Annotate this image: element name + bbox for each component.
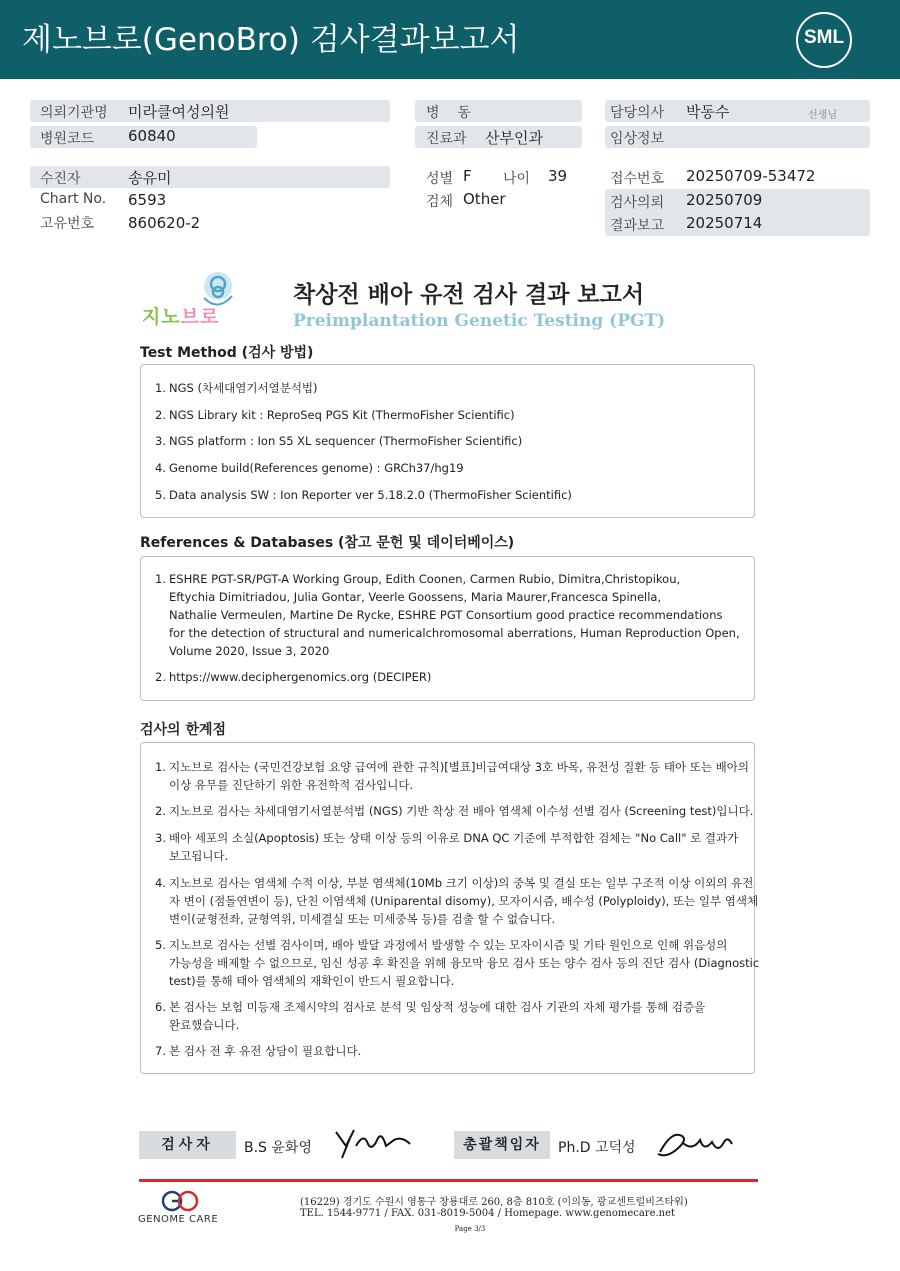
sex-value: F [463,167,472,185]
method-title: Test Method (검사 방법) [140,345,314,361]
footer-contact: TEL. 1544-9771 / FAX. 031-8019-5004 / Homepage. www.genomecare.net [300,1208,676,1219]
code-label: 병원코드 [40,131,95,147]
list-item: 6. 본 검사는 보험 미등재 조제시약의 검사로 분석 및 임상적 성능에 대한 검사 기관의 자체 평가를 통해 검증을 완료했습니다. [155,1000,706,1032]
age-value: 39 [548,167,568,185]
sex-label: 성별 [426,171,454,187]
list-item: 3. 배아 세포의 소실(Apoptosis) 또는 상태 이상 등의 이유로 DNA QC 기준에 부적합한 검체는 "No Call" 로 결과가 보고됩니다. [155,831,739,863]
list-item: 2. 지노브로 검사는 차세대염기서열분석법 (NGS) 기반 착상 전 배아 염색체 이수성 선별 검사 (Screening test)입니다. [155,804,754,818]
list-item: 2. NGS Library kit : ReproSeq PGS Kit (ThermoFisher Scientific) [155,408,515,422]
code-value: 60840 [128,127,176,145]
page-title: 제노브로(GenoBro) 검사결과보고서 [22,22,520,58]
sml-logo: SML [796,12,852,68]
clinical-label: 임상정보 [610,131,665,147]
doctor-suffix: 선생님 [808,110,837,121]
dept-label: 진료과 [426,131,467,147]
refs-title: References & Databases (참고 문헌 및 데이터베이스) [140,535,515,551]
uid-label: 고유번호 [40,216,95,232]
report-title: 착상전 배아 유전 검사 결과 보고서 [293,282,645,308]
age-label: 나이 [503,171,531,187]
genome-care-text: GENOME CARE [138,1214,219,1225]
report-date-label: 결과보고 [610,218,665,234]
doctor-label: 담당의사 [610,105,665,121]
chart-label: Chart No. [40,191,107,207]
examiner-name: B.S 윤화영 [244,1140,312,1156]
limits-title: 검사의 한계점 [140,722,227,738]
director-signature [652,1122,736,1162]
list-item: 5. 지노브로 검사는 선별 검사이며, 배아 발달 과정에서 발생할 수 있는 모자이시즘 및 기타 원인으로 인해 위음성의 가능성을 배제할 수 없으므로, 임신 성공 후 확진을 위해 융모막 융모 검사 또는 양수 검사 등의 진단 검사 (Diagnostic test)를 통해 태아 염색체의 재확인이 반드시 필요합니다. [155,938,760,988]
examiner-label: 검사자 [139,1131,236,1159]
director-label: 총괄책임자 [454,1131,550,1159]
list-item: 4. 지노브로 검사는 염색체 수적 이상, 부분 염색체(10Mb 크기 이상)의 중복 및 결실 또는 일부 구조적 이상 이외의 유전 자 변이 (점돌연변이 등), 단친 이염색체 (Uniparental disomy), 모자이시즘, 배수성 (Polyploidy), 또는 일부 염색체 변이(균형전좌, 균형역위, 미세결실 또는 미세중복 등)를 검출 할 수 없습니다. [155,876,759,926]
page-number: Page 3/3 [454,1225,486,1233]
director-name: Ph.D 고덕성 [558,1140,636,1156]
request-value: 20250709 [686,191,763,209]
list-item: 5. Data analysis SW : Ion Reporter ver 5.18.2.0 (ThermoFisher Scientific) [155,488,572,502]
footer-divider [139,1179,758,1182]
patient-label: 수진자 [40,171,81,187]
limits-panel [140,742,760,1074]
list-item: 4. Genome build(References genome) : GRCh37/hg19 [155,461,464,475]
specimen-label: 검체 [426,194,454,210]
uid-value: 860620-2 [128,214,201,232]
doctor-value: 박동수 [686,103,730,121]
patient-value: 송유미 [128,169,172,187]
patient-row [30,166,390,188]
list-item: 1. ESHRE PGT-SR/PGT-A Working Group, Edith Coonen, Carmen Rubio, Dimitra,Christopikou, Eftychia Dimitriadou, Julia Gontar, Veerle Goossens, Maria Maurer,Francesca Spinella, Nathalie Vermeulen, Martine De Rycke, ESHRE PGT Consortium good practice recommendations for the detection of structural and numericalchromosomal aberrations, Human Reproduction Open, Volume 2020, Issue 3, 2020 [155,572,740,658]
report-subtitle: Preimplantation Genetic Testing (PGT) [293,311,666,331]
list-item: 1. 지노브로 검사는 (국민건강보험 요양 급여에 관한 규칙)[별표]비급여대상 3호 바목, 유전성 질환 등 태아 또는 배아의 이상 유무를 진단하기 위한 유전학적 검사입니다. [155,760,749,792]
list-item: 2. https://www.deciphergenomics.org (DECIPER) [155,670,432,684]
list-item: 1. NGS (차세대염기서열분석법) [155,381,318,395]
list-item: 7. 본 검사 전 후 유전 상담이 필요합니다. [155,1044,362,1058]
genobro-logo-text: 지노브로 [142,306,220,328]
specimen-value: Other [463,190,506,208]
receipt-label: 접수번호 [610,171,665,187]
chart-value: 6593 [128,191,167,209]
report-date-value: 20250714 [686,214,763,232]
method-panel [140,364,755,518]
dept-value: 산부인과 [485,129,543,147]
org-value: 미라클여성의원 [128,103,230,121]
examiner-signature [332,1122,416,1162]
ward-label: 병 동 [426,105,471,121]
org-label: 의뢰기관명 [40,105,108,121]
request-label: 검사의뢰 [610,195,665,211]
refs-panel [140,556,755,701]
receipt-value: 20250709-53472 [686,167,816,185]
list-item: 3. NGS platform : Ion S5 XL sequencer (ThermoFisher Scientific) [155,434,523,448]
footer-address: (16229) 경기도 수원시 영통구 창룡대로 260, 8층 810호 (이의동, 광교센트럴비즈타워) [300,1197,688,1208]
